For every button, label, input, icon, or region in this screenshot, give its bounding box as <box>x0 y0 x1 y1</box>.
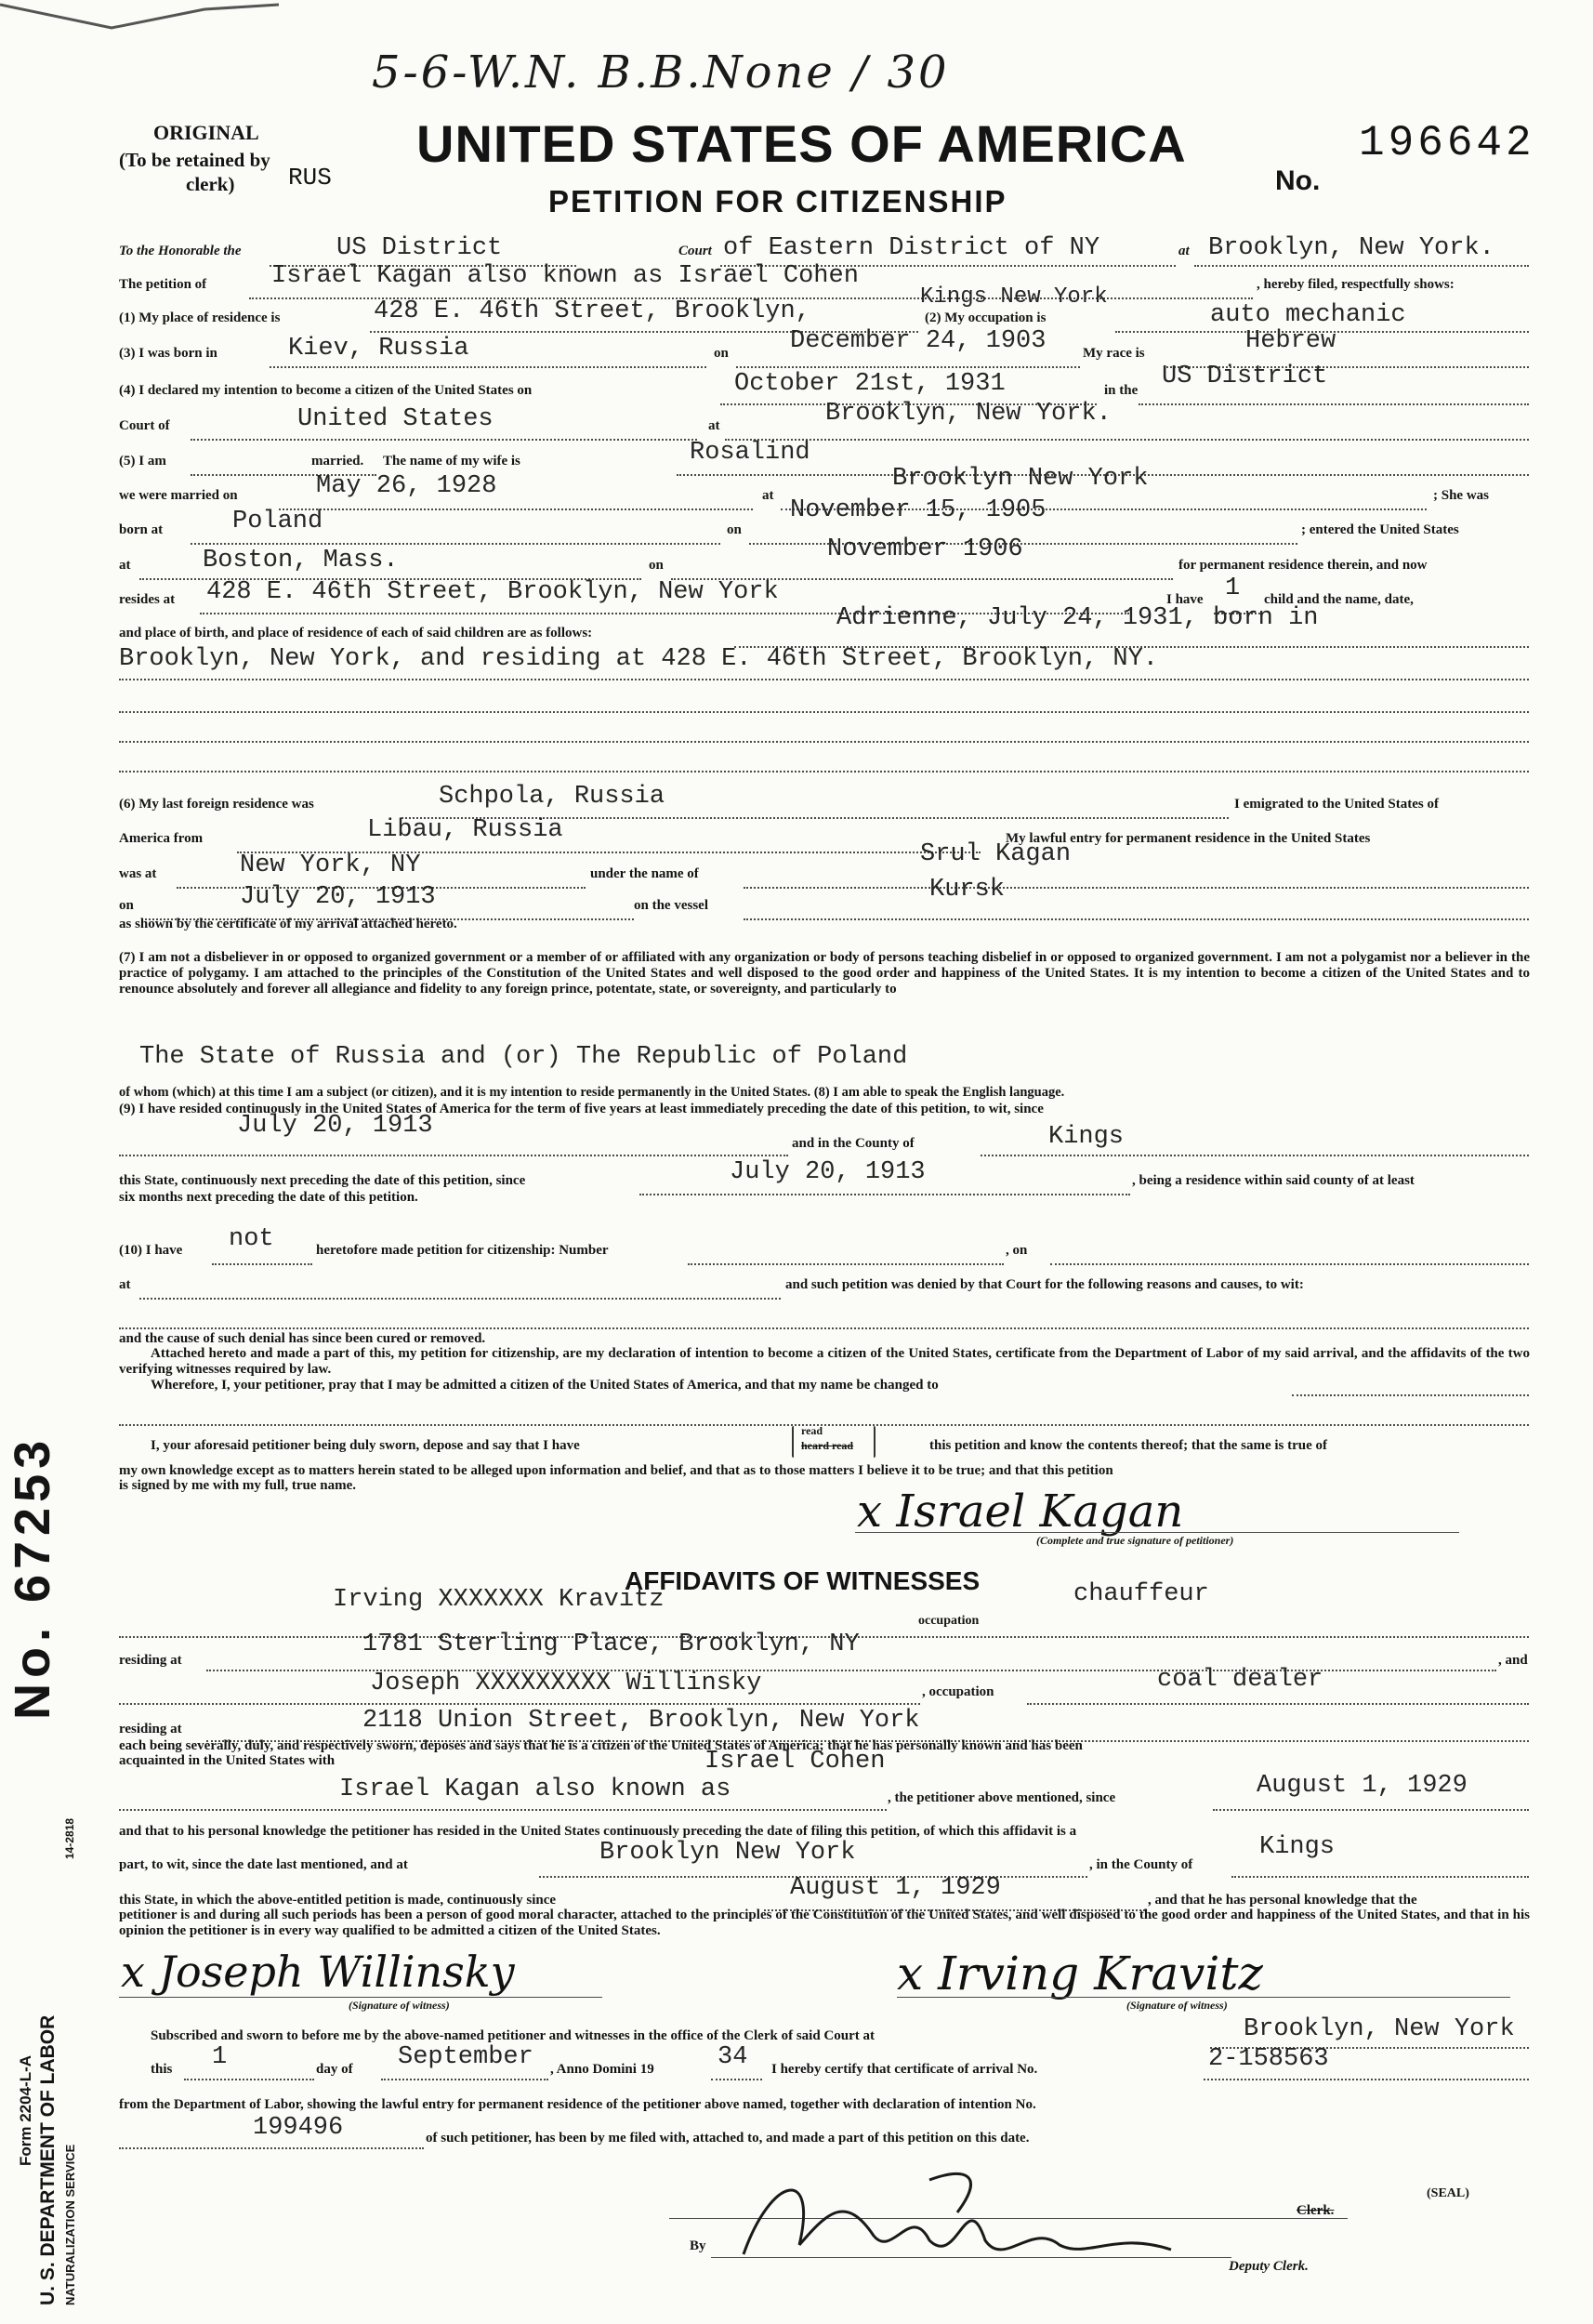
witness-2-occupation: coal dealer <box>1157 1666 1323 1694</box>
entry-name: Srul Kagan <box>920 840 1072 868</box>
lawful-entry-label: My lawful entry for permanent residence in the United States <box>1006 831 1371 846</box>
day-of-label: day of <box>316 2062 353 2077</box>
children-count: 1 <box>1225 574 1241 602</box>
children-label: and place of birth, and place of residence of each of said children are as follows: <box>119 626 593 640</box>
seal-label: (SEAL) <box>1427 2186 1469 2200</box>
wife-born-date: November 15, 1905 <box>790 496 1047 524</box>
handwritten-notation: 5-6-W.N. B.B.None / 30 <box>372 46 950 99</box>
resides-at-label: resides at <box>119 592 176 607</box>
certify-label: I hereby certify that certificate of arrival No. <box>771 2062 1038 2077</box>
sovereignty: The State of Russia and (or) The Republic of Poland <box>139 1043 908 1071</box>
witness-1-residing-label: residing at <box>119 1653 182 1668</box>
declared-court: US District <box>1162 363 1328 390</box>
subscribed-label: Subscribed and sworn to before me by the above-named petitioner and witnesses in the office of the Clerk of said Court at <box>151 2028 875 2043</box>
read-word: read <box>801 1424 823 1437</box>
born-label: (3) I was born in <box>119 346 217 361</box>
last-foreign-label: (6) My last foreign residence was <box>119 797 314 812</box>
born-place: Kiev, Russia <box>288 335 469 363</box>
cause-label: and the cause of such denial has since been cured or removed. <box>119 1331 486 1346</box>
declared-date: October 21st, 1931 <box>734 370 1006 398</box>
court-place: Brooklyn, New York. <box>1208 234 1494 262</box>
court-type: US District <box>336 234 503 262</box>
witness-1-signature: x Irving Kravitz <box>897 1947 1263 2000</box>
wherefore-text: Wherefore, I, your petitioner, pray that I may be admitted a citizen of the United States of America, and that my name be changed to <box>151 1378 939 1393</box>
occupation-label: (2) My occupation is <box>925 310 1047 325</box>
and-label: , and <box>1498 1653 1528 1668</box>
declared-label: (4) I declared my intention to become a citizen of the United States on <box>119 383 533 398</box>
prior-at-label: at <box>119 1277 131 1292</box>
jurat-day: 1 <box>212 2043 228 2071</box>
court-of: of Eastern District of NY <box>723 234 1100 262</box>
retained-label: (To be retained by <box>119 149 270 171</box>
witness-2-occupation-label: , occupation <box>922 1684 994 1699</box>
state-since: July 20, 1913 <box>730 1158 926 1186</box>
born-date: December 24, 1903 <box>790 327 1047 355</box>
wife-born-place: Poland <box>232 508 323 535</box>
character-text: petitioner is and during all such periods has been a person of good moral character, attached to the principles of the Constitution of the United States, and well disposed to the good order and happiness of the United States, and that in his opinion the petitioner is in every way qualified to be admitted a citizen of the United States. <box>119 1908 1530 1938</box>
marital-status: married. <box>311 454 364 469</box>
jurat-filed-label: of such petitioner, has been by me filed with, attached to, and made a part of this petition on this date. <box>426 2131 1030 2146</box>
number-label: No. <box>1275 165 1321 196</box>
last-foreign-residence: Schpola, Russia <box>439 783 665 811</box>
race-label: My race is <box>1083 346 1145 361</box>
petition-number: 196642 <box>1359 119 1535 167</box>
have-not: not <box>229 1225 274 1253</box>
born-on-label: on <box>714 346 729 361</box>
vessel-label: on the vessel <box>634 898 708 913</box>
in-the-label: in the <box>1104 383 1139 398</box>
paragraph-9: (9) I have resided continuously in the United States of America for the term of five years at least immediately preceding the date of this petition, to wit, since <box>119 1102 1044 1116</box>
entry-on-label: on <box>649 558 664 573</box>
oath-text-3: my own knowledge except as to matters herein stated to be alleged upon information and belief, and that as to those matters I believe it to be true; and that this petition <box>119 1463 1113 1478</box>
witness-1-signature-caption: (Signature of witness) <box>1126 1999 1228 2012</box>
county-of-label: and in the County of <box>792 1136 915 1151</box>
wife-label: The name of my wife is <box>383 454 520 469</box>
original-label: ORIGINAL <box>153 121 259 144</box>
state-label: this State, in which the above-entitled petition is made, continuously since <box>119 1893 557 1908</box>
witness-state-since: August 1, 1929 <box>790 1874 1001 1902</box>
witness-1-occupation-label: occupation <box>918 1614 980 1628</box>
heretofore-label: heretofore made petition for citizenship: Number <box>316 1243 609 1258</box>
emigrated-from: Libau, Russia <box>367 816 563 844</box>
witness-2-signature-caption: (Signature of witness) <box>349 1999 450 2012</box>
arrival-number: 2-158563 <box>1208 2045 1329 2073</box>
department-label: from the Department of Labor, showing the lawful entry for permanent residence of the petitioner above named, together with declaration of intention No. <box>119 2097 1036 2112</box>
petitioner-alias: Israel Cohen <box>704 1748 886 1776</box>
petitioner-name: Israel Kagan also known as Israel Cohen <box>271 262 859 290</box>
witness-1-residence: 1781 Sterling Place, Brooklyn, NY <box>362 1631 860 1658</box>
court-label: Court <box>678 244 712 258</box>
clerk-mark: RUS <box>288 164 332 191</box>
read-brace-left <box>792 1426 796 1458</box>
entry-date: July 20, 1913 <box>240 883 436 911</box>
declared-at-label: at <box>708 418 720 433</box>
witness-petitioner-name: Israel Kagan also known as <box>339 1776 731 1803</box>
wife-name: Rosalind <box>690 439 810 467</box>
oath-text-1: I, your aforesaid petitioner being duly sworn, depose and say that I have <box>151 1438 580 1453</box>
children-line-1: Adrienne, July 24, 1931, born in <box>836 604 1319 632</box>
oath-text-4: is signed by me with my full, true name. <box>119 1478 356 1493</box>
county: Kings <box>1048 1123 1125 1151</box>
child-label: child and the name, date, <box>1264 592 1414 607</box>
jurat-month: September <box>398 2043 533 2071</box>
witness-2-signature: x Joseph Willinsky <box>121 1947 515 1997</box>
witness-county: Kings <box>1259 1833 1336 1861</box>
heard-read-crossed: heard read <box>801 1439 854 1452</box>
residence: 428 E. 46th Street, Brooklyn, <box>374 297 810 325</box>
state-since-label: this State, continuously next preceding the date of this petition, since <box>119 1173 526 1188</box>
clerk-label: clerk) <box>186 173 235 195</box>
witness-1-name: Irving XXXXXXX Kravitz <box>333 1586 665 1614</box>
prior-on-label: , on <box>1006 1243 1028 1258</box>
attached-text: Attached hereto and made a part of this, my petition for citizenship, are my declaration of intention to become a citizen of the United States, certificate from the Department of Labor of my said arrival, and the affidavits of the two verifying witnesses required by law. <box>119 1346 1530 1377</box>
since-label: , the petitioner above mentioned, since <box>888 1790 1116 1805</box>
witness-2-residing-label: residing at <box>119 1722 182 1736</box>
i-have-label: I have <box>1166 592 1204 607</box>
by-label: By <box>690 2238 706 2253</box>
denied-label: and such petition was denied by that Court for the following reasons and causes, to wit: <box>785 1277 1304 1292</box>
entered-label: ; entered the United States <box>1301 522 1459 537</box>
intention-number: 199496 <box>253 2114 344 2142</box>
clerk-label: Clerk. <box>1297 2203 1335 2218</box>
service-name: NATURALIZATION SERVICE <box>63 2144 77 2305</box>
children-line-2: Brooklyn, New York, and residing at 428 E. 46th Street, Brooklyn, NY. <box>119 645 1158 673</box>
court-of-label: Court of <box>119 418 170 433</box>
married-at-label: at <box>762 488 774 503</box>
anno-label: , Anno Domini 19 <box>550 2062 654 2077</box>
signature-stroke-2 <box>929 2173 970 2212</box>
occupation: auto mechanic <box>1210 301 1406 329</box>
wife-resides: 428 E. 46th Street, Brooklyn, New York <box>206 578 779 606</box>
para-10-label: (10) I have <box>119 1243 183 1258</box>
subject-label: of whom (which) at this time I am a subject (or citizen), and it is my intention to reside permanently in the United States. (8) I am able to speak the English language. <box>119 1085 1065 1100</box>
married-place: Brooklyn New York <box>892 465 1149 493</box>
witnesses-heading: AFFIDAVITS OF WITNESSES <box>625 1566 981 1595</box>
six-months-label: six months next preceding the date of this petition. <box>119 1190 418 1205</box>
department-name: U. S. DEPARTMENT OF LABOR <box>37 2014 59 2305</box>
residence-label: (1) My place of residence is <box>119 310 281 325</box>
wife-entry-place: Boston, Mass. <box>203 547 399 574</box>
court-at-label: at <box>1178 244 1190 258</box>
vessel: Kursk <box>929 876 1006 904</box>
this-label: this <box>151 2062 173 2077</box>
resided-place: Brooklyn New York <box>599 1839 856 1867</box>
paragraph-7: (7) I am not a disbeliever in or opposed to organized government or a member of or affiliated with any organization or body of persons teaching disbelief in or opposed to organized government. I am not a polygamist nor a believer in the practice of polygamy. I am attached to the principles of the Constitution of the United States and well disposed to the good order and happiness of the United States. It is my intention to become a citizen of the United States and to renounce absolutely and forever all allegiance and fidelity to any foreign prince, potentate, state, or sovereignty, and particularly to <box>119 950 1530 997</box>
was-at-label: was at <box>119 866 157 881</box>
entry-port: New York, NY <box>240 852 421 879</box>
residence-county: Kings New York <box>920 284 1108 310</box>
to-honorable-label: To the Honorable the <box>119 244 242 258</box>
sworn-text-2: acquainted in the United States with <box>119 1753 336 1768</box>
witness-2-residence: 2118 Union Street, Brooklyn, New York <box>362 1707 920 1735</box>
petition-of-label: The petition of <box>119 277 207 292</box>
deputy-clerk-label: Deputy Clerk. <box>1229 2259 1309 2274</box>
tear-stroke <box>0 5 279 28</box>
knowledge-label: and that to his personal knowledge the petitioner has resided in the United States continuously preceding the date of filing this petition, of which this affidavit is a <box>119 1824 1077 1839</box>
petitioner-signature: x Israel Kagan <box>857 1486 1184 1538</box>
certificate-label: as shown by the certificate of my arrival attached hereto. <box>119 917 457 931</box>
permanent-label: for permanent residence therein, and now <box>1178 558 1428 573</box>
form-title: UNITED STATES OF AMERICA <box>416 114 1187 173</box>
deputy-clerk-signature <box>688 2157 1208 2268</box>
oath-text-2: this petition and know the contents thereof; that the same is true of <box>929 1438 1328 1453</box>
wife-born-on-label: on <box>727 522 742 537</box>
petitioner-signature-caption: (Complete and true signature of petitioner) <box>1036 1534 1234 1547</box>
stamp-number: No. 67253 <box>5 1434 60 1720</box>
declared-court-of: United States <box>297 405 494 433</box>
married-on-label: we were married on <box>119 488 238 503</box>
form-code: 14-2818 <box>63 1817 76 1859</box>
form-subtitle: PETITION FOR CITIZENSHIP <box>548 184 1007 218</box>
jurat-place: Brooklyn, New York <box>1244 2015 1515 2043</box>
witness-1-occupation: chauffeur <box>1073 1580 1209 1608</box>
knowledge2-label: , and that he has personal knowledge that the <box>1148 1893 1417 1908</box>
entry-at-label: at <box>119 558 131 573</box>
she-label: ; She was <box>1433 488 1490 503</box>
residence-within-label: , being a residence within said county of at least <box>1132 1173 1415 1188</box>
form-number: Form 2204-L-A <box>17 2054 34 2166</box>
witness-county-label: , in the County of <box>1089 1857 1193 1872</box>
signature-stroke <box>744 2190 1171 2254</box>
wife-born-at-label: born at <box>119 522 164 537</box>
resided-since: July 20, 1913 <box>237 1112 433 1140</box>
torn-corner-mark <box>0 0 279 37</box>
entry-on-date-label: on <box>119 898 134 913</box>
known-since: August 1, 1929 <box>1257 1772 1468 1800</box>
emigrated-label: I emigrated to the United States of <box>1234 797 1439 812</box>
sworn-text-1: each being severally, duly, and respectively sworn, deposes and says that he is a citizen of the United States of America; that he has personally known and has been <box>119 1738 1083 1753</box>
i-am-label: (5) I am <box>119 454 166 469</box>
wife-entry-date: November 1906 <box>827 535 1023 563</box>
under-name-label: under the name of <box>590 866 699 881</box>
filed-label: , hereby filed, respectfully shows: <box>1257 277 1455 292</box>
read-brace-right <box>872 1426 875 1458</box>
declared-place: Brooklyn, New York. <box>825 400 1112 428</box>
witness-2-name: Joseph XXXXXXXXX Willinsky <box>370 1670 762 1697</box>
america-from-label: America from <box>119 831 204 846</box>
race: Hebrew <box>1245 327 1336 355</box>
jurat-year: 34 <box>718 2043 748 2071</box>
part-label: part, to wit, since the date last mentioned, and at <box>119 1857 408 1872</box>
married-date: May 26, 1928 <box>316 472 497 500</box>
